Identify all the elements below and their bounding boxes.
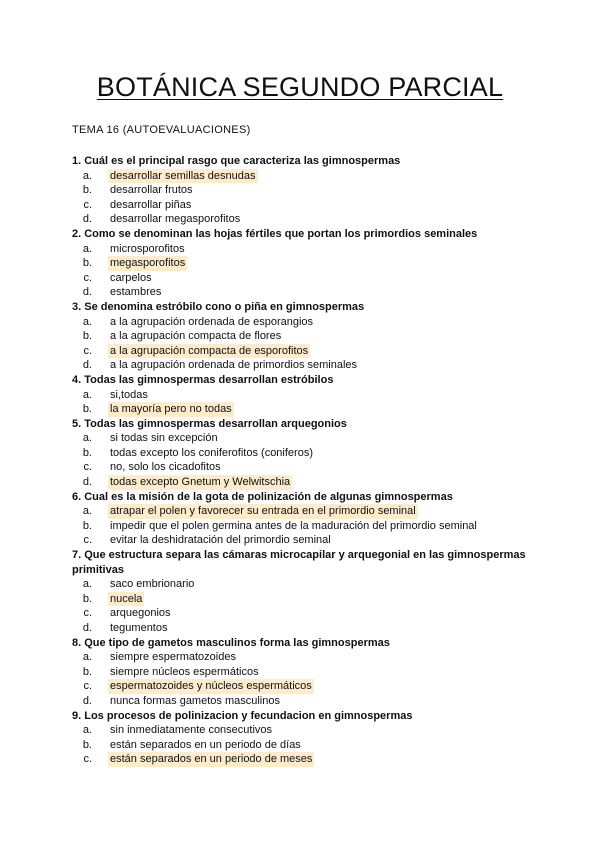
question-list (72, 154, 542, 767)
option-letter: b. (82, 403, 92, 416)
question-text: 3. Se denomina estróbilo cono o piña en gimnospermas (72, 300, 365, 313)
answer-option (72, 183, 542, 198)
answer-option (72, 752, 542, 767)
option-text: siempre espermatozoides (110, 651, 236, 664)
answer-option (72, 358, 542, 373)
option-text: a la agrupación ordenada de esporangios (110, 315, 314, 328)
question-block (72, 300, 542, 373)
option-letter: d. (82, 622, 92, 634)
option-letter: b. (82, 446, 92, 459)
option-text: evitar la deshidratación del primordio seminal (110, 534, 331, 547)
question-text: 1. Cuál es el principal rasgo que caracteriza las gimnospermas (72, 155, 401, 167)
question-text: 9. Los procesos de polinizacion y fecundacion en gimnospermas (72, 709, 413, 722)
option-text: a la agrupación compacta de flores (110, 330, 282, 343)
answer-option (72, 475, 542, 490)
option-letter: c. (83, 461, 92, 474)
section-subtitle: TEMA 16 (AUTOEVALUACIONES) (72, 124, 251, 136)
answer-option (72, 242, 542, 257)
option-letter: c. (83, 198, 92, 211)
answer-option (72, 738, 542, 753)
option-text-highlighted: todas excepto Gnetum y Welwitschia (110, 476, 291, 489)
answer-option (72, 446, 542, 461)
question-block (72, 490, 542, 548)
option-letter: b. (82, 184, 92, 197)
option-letter: a. (82, 388, 92, 401)
answer-option (72, 315, 542, 330)
answer-option (72, 329, 542, 344)
question-text: 8. Que tipo de gametos masculinos forma las gimnospermas (72, 636, 390, 649)
option-text-highlighted: la mayoría pero no todas (110, 403, 232, 416)
answer-option (72, 271, 542, 286)
option-text: siempre núcleos espermáticos (110, 665, 259, 678)
option-text: no, solo los cicadofitos (110, 461, 221, 474)
option-letter: c. (83, 607, 92, 620)
option-letter: d. (82, 213, 92, 226)
option-text: arquegonios (110, 607, 171, 620)
option-letter: c. (83, 753, 92, 766)
option-text: si todas sin excepción (110, 432, 218, 445)
option-letter: a. (82, 169, 92, 182)
option-letter: a. (82, 578, 92, 591)
answer-option (72, 198, 542, 213)
question-block (72, 709, 542, 767)
answer-option (72, 504, 542, 519)
question-text: 2. Como se denominan las hojas fértiles que portan los primordios seminales (72, 227, 478, 240)
option-letter: c. (83, 680, 92, 693)
question-block (72, 154, 542, 227)
option-letter: c. (83, 271, 92, 284)
page-title (0, 72, 600, 103)
option-letter: a. (82, 432, 92, 445)
option-letter: d. (82, 359, 92, 372)
page-title-text: BOTÁNICA SEGUNDO PARCIAL (96, 72, 504, 102)
option-text: microsporofitos (110, 242, 185, 255)
option-letter: b. (82, 592, 92, 605)
option-text-highlighted: desarrollar semillas desnudas (110, 169, 256, 182)
option-letter: c. (83, 344, 92, 357)
answer-option (72, 519, 542, 534)
option-text: desarrollar megasporofitos (110, 213, 241, 226)
option-letter: a. (82, 315, 92, 328)
answer-option (72, 665, 542, 680)
option-text: a la agrupación ordenada de primordios seminales (110, 359, 358, 372)
question-text: 4. Todas las gimnospermas desarrollan estróbilos (72, 373, 334, 386)
option-letter: b. (82, 519, 92, 532)
option-letter: c. (83, 534, 92, 547)
option-letter: a. (82, 505, 92, 518)
option-text-highlighted: a la agrupación compacta de esporofitos (110, 344, 309, 357)
option-text: desarrollar frutos (110, 184, 193, 197)
option-text-highlighted: nucela (110, 592, 143, 605)
answer-option (72, 388, 542, 403)
answer-option (72, 679, 542, 694)
option-letter: d. (82, 694, 92, 707)
option-letter: d. (82, 286, 92, 299)
answer-option (72, 650, 542, 665)
option-text-highlighted: atrapar el polen y favorecer su entrada en el primordio seminal (110, 505, 416, 518)
option-text: sin inmediatamente consecutivos (110, 724, 273, 737)
answer-option (72, 694, 542, 709)
option-letter: b. (82, 257, 92, 270)
option-text: saco embrionario (110, 578, 195, 591)
answer-option (72, 723, 542, 738)
answer-option (72, 577, 542, 592)
answer-option (72, 621, 542, 636)
question-block (72, 227, 542, 300)
question-text: 6. Cual es la misión de la gota de polinización de algunas gimnospermas (72, 490, 453, 503)
question-block (72, 548, 542, 636)
answer-option (72, 592, 542, 607)
option-letter: b. (82, 330, 92, 343)
question-text: 5. Todas las gimnospermas desarrollan arquegonios (72, 417, 347, 430)
option-letter: b. (82, 665, 92, 678)
answer-option (72, 533, 542, 548)
answer-option (72, 402, 542, 417)
option-text-highlighted: están separados en un periodo de meses (110, 753, 313, 766)
option-letter: a. (82, 242, 92, 255)
answer-option (72, 169, 542, 184)
answer-option (72, 431, 542, 446)
answer-option (72, 212, 542, 227)
option-text: nunca formas gametos masculinos (110, 694, 280, 707)
answer-option (72, 606, 542, 621)
option-text: carpelos (110, 271, 152, 284)
option-text: tegumentos (110, 622, 168, 634)
option-letter: a. (82, 651, 92, 664)
option-text-highlighted: megasporofitos (110, 257, 186, 270)
option-text-highlighted: espermatozoides y núcleos espermáticos (110, 680, 312, 693)
option-letter: a. (82, 724, 92, 737)
question-block (72, 373, 542, 417)
option-text: desarrollar piñas (110, 198, 192, 211)
option-text: impedir que el polen germina antes de la maduración del primordio seminal (110, 519, 477, 532)
answer-option (72, 460, 542, 475)
option-text: si,todas (110, 388, 148, 401)
question-block (72, 636, 542, 709)
question-text: 7. Que estructura separa las cámaras microcapilar y arquegonial en las gimnospermas primitivas (72, 549, 526, 576)
option-text: están separados en un periodo de días (110, 738, 301, 751)
answer-option (72, 256, 542, 271)
option-letter: b. (82, 738, 92, 751)
question-block (72, 417, 542, 490)
option-text: todas excepto los coniferofitos (coniferos) (110, 446, 313, 459)
answer-option (72, 344, 542, 359)
option-letter: d. (82, 476, 92, 489)
answer-option (72, 285, 542, 300)
option-text: estambres (110, 286, 162, 299)
